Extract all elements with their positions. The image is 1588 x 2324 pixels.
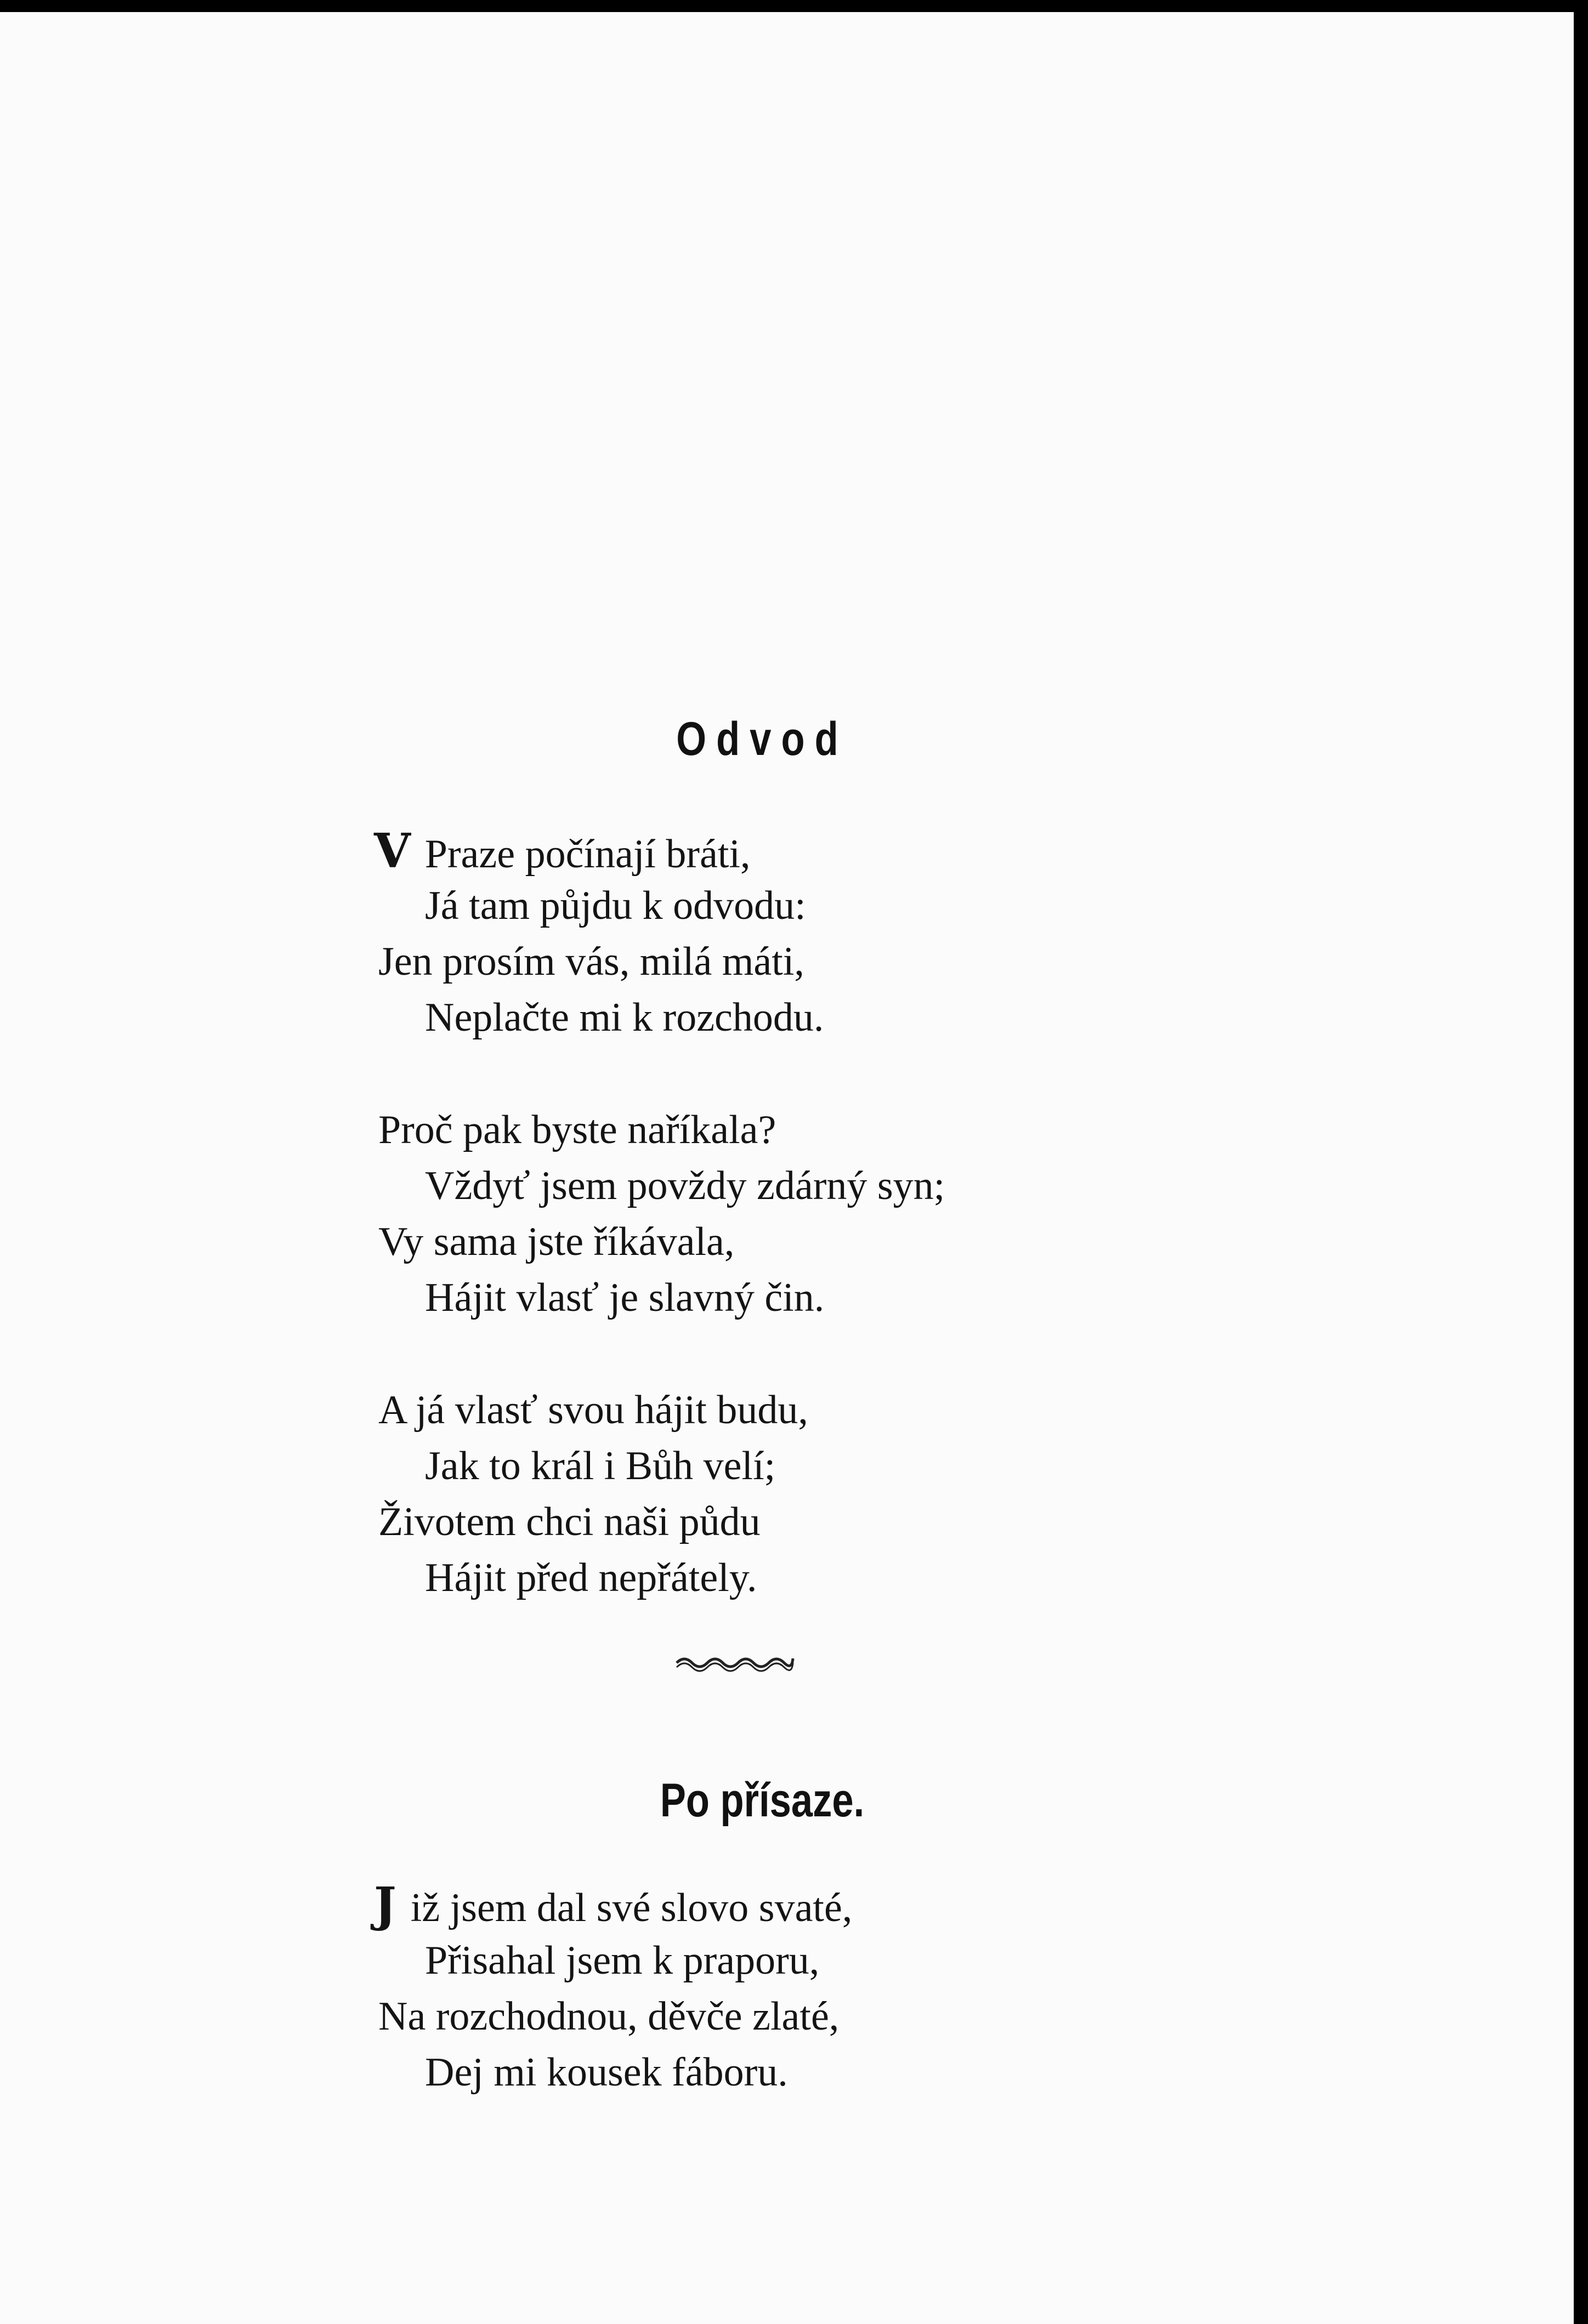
poem1-line-10: Jak to král i Bůh velí;	[425, 1444, 776, 1488]
poem2-line-4: Dej mi kousek fáboru.	[425, 2050, 788, 2095]
poem-title-odvod: Odvod	[676, 713, 848, 765]
poem1-line-5: Proč pak byste naříkala?	[378, 1107, 776, 1152]
poem2-line-2: Přisahal jsem k praporu,	[425, 1938, 820, 1983]
poem1-line-9: A já vlasť svou hájit budu,	[378, 1388, 808, 1433]
poem1-line-2: Já tam půjdu k odvodu:	[425, 883, 806, 928]
verse-text: Praze počínají bráti,	[424, 832, 751, 877]
verse-text: iž jsem dal své slovo svaté,	[410, 1885, 853, 1930]
drop-cap: J	[374, 1877, 396, 1933]
poem1-line-4: Neplačte mi k rozchodu.	[425, 995, 824, 1040]
poem1-line-12: Hájit před nepřátely.	[425, 1555, 757, 1600]
poem1-line-11: Životem chci naši půdu	[378, 1499, 761, 1544]
wavy-rule-ornament	[674, 1653, 795, 1675]
poem2-line-1	[374, 1877, 853, 1933]
poem-title-po-prisaze: Po přísaze.	[660, 1774, 865, 1827]
book-page	[0, 12, 1574, 2324]
poem1-line-6: Vždyť jsem povždy zdárný syn;	[425, 1163, 945, 1208]
poem1-line-3: Jen prosím vás, milá máti,	[378, 939, 804, 984]
poem1-line-7: Vy sama jste říkávala,	[378, 1219, 735, 1264]
drop-cap: V	[374, 823, 411, 879]
poem2-line-3: Na rozchodnou, děvče zlaté,	[378, 1994, 840, 2039]
poem1-line-1	[374, 823, 751, 879]
poem1-line-8: Hájit vlasť je slavný čin.	[425, 1275, 825, 1320]
